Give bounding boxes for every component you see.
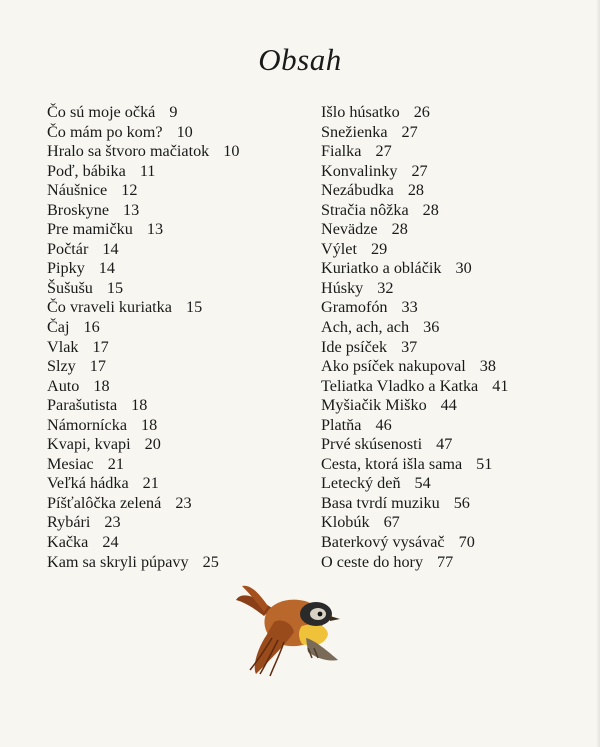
toc-entry-page: 9	[169, 103, 178, 121]
toc-entry-page: 15	[185, 298, 203, 317]
toc-entry	[47, 240, 239, 260]
toc-entry-page: 23	[175, 493, 192, 512]
toc-entry-title: Stračia nôžka	[321, 200, 409, 219]
toc-entry-title: Myšiačik Miško	[321, 396, 427, 415]
toc-entry-page: 47	[436, 435, 453, 454]
toc-entry-page: 23	[104, 513, 121, 532]
toc-left-column	[47, 103, 239, 572]
toc-entry-title: Klobúk	[321, 513, 370, 532]
toc-entry	[47, 338, 239, 358]
toc-entry-title: Kvapi, kvapi	[47, 435, 131, 454]
toc-entry	[47, 416, 239, 436]
toc-entry-page: 21	[142, 474, 159, 493]
toc-entry-title: Parašutista	[47, 396, 118, 415]
toc-entry	[47, 357, 239, 377]
toc-entry-title: Húsky	[321, 278, 364, 297]
toc-entry-page: 15	[106, 278, 124, 297]
toc-entry	[321, 279, 508, 299]
toc-entry-title: Teliatka Vladko a Katka	[321, 376, 479, 395]
toc-entry	[321, 181, 508, 201]
toc-entry-page: 20	[144, 435, 161, 454]
toc-entry-title: Náušnice	[47, 181, 108, 200]
toc-entry-page: 10	[223, 142, 240, 161]
toc-entry-page: 18	[141, 415, 158, 434]
toc-entry	[321, 318, 508, 338]
page-title: Obsah	[258, 42, 342, 77]
toc-entry	[47, 455, 239, 475]
toc-entry	[47, 396, 239, 416]
toc-entry	[321, 123, 508, 143]
toc-entry-page: 38	[479, 357, 496, 376]
toc-entry-title: Snežienka	[321, 122, 388, 141]
toc-entry-page: 28	[391, 220, 408, 239]
toc-entry	[47, 533, 239, 553]
toc-entry-title: Nevädze	[321, 220, 378, 239]
toc-entry-title: Ide psíček	[321, 337, 388, 356]
toc-entry-page: 28	[422, 200, 439, 219]
toc-entry-page: 77	[437, 552, 454, 571]
toc-entry-title: Počtár	[47, 239, 89, 258]
toc-entry-title: Rybári	[47, 513, 91, 532]
toc-entry-title: Nezábudka	[321, 181, 394, 200]
toc-entry-page: 13	[123, 200, 140, 219]
toc-entry-title: Cesta, ktorá išla sama	[321, 454, 463, 473]
toc-entry	[47, 298, 239, 318]
toc-entry	[321, 455, 508, 475]
toc-entry-title: Kačka	[47, 533, 89, 552]
toc-entry-page: 28	[407, 181, 424, 200]
toc-entry-page: 11	[139, 161, 156, 180]
toc-entry-page: 46	[375, 415, 392, 434]
toc-entry-title: Veľká hádka	[47, 474, 129, 493]
toc-entry-page: 14	[102, 239, 119, 258]
toc-entry-title: Čo sú moje očká	[47, 103, 156, 121]
toc-entry-page: 26	[413, 103, 430, 121]
toc-entry-title: Kam sa skryli púpavy	[47, 552, 189, 571]
toc-entry-page: 27	[401, 122, 418, 141]
toc-entry-title: Čaj	[47, 318, 70, 337]
toc-entry-page: 12	[121, 181, 138, 200]
toc-entry-page: 10	[176, 122, 193, 141]
toc-entry	[47, 474, 239, 494]
toc-entry	[321, 338, 508, 358]
toc-entry-title: Baterkový vysávač	[321, 533, 445, 552]
toc-entry	[321, 201, 508, 221]
toc-entry	[321, 357, 508, 377]
bird-illustration-icon	[228, 578, 353, 680]
toc-entry-title: Pre mamičku	[47, 220, 133, 239]
toc-entry-title: Auto	[47, 376, 80, 395]
toc-entry	[47, 259, 239, 279]
toc-entry-page: 25	[202, 552, 219, 571]
toc-entry-title: Prvé skúsenosti	[321, 435, 423, 454]
toc-right-column	[321, 103, 508, 572]
toc-entry-title: Išlo húsatko	[321, 103, 400, 121]
toc-entry-title: Fialka	[321, 142, 362, 161]
toc-entry-title: O ceste do hory	[321, 552, 424, 571]
toc-entry-title: Námornícka	[47, 415, 128, 434]
toc-entry-title: Šušušu	[47, 278, 93, 297]
toc-entry-page: 70	[458, 533, 475, 552]
toc-entry-title: Hralo sa štvoro mačiatok	[47, 142, 210, 161]
toc-entry	[321, 240, 508, 260]
toc-entry	[47, 201, 239, 221]
toc-entry-title: Čo vraveli kuriatka	[47, 298, 172, 317]
toc-entry-page: 17	[89, 357, 106, 376]
toc-entry-page: 33	[401, 298, 418, 317]
toc-entry	[321, 513, 508, 533]
toc-entry	[47, 162, 239, 182]
toc-entry-page: 36	[423, 318, 440, 337]
toc-entry	[47, 103, 239, 123]
toc-entry-page: 30	[455, 259, 472, 278]
toc-entry	[321, 494, 508, 514]
toc-entry	[47, 279, 239, 299]
page-edge-shadow	[596, 0, 600, 747]
toc-entry-page: 27	[375, 142, 392, 161]
toc-entry	[321, 377, 508, 397]
toc-entry	[47, 220, 239, 240]
toc-entry	[321, 533, 508, 553]
toc-entry	[47, 435, 239, 455]
toc-entry	[321, 298, 508, 318]
toc-entry-title: Píšťalôčka zelená	[47, 493, 162, 512]
toc-entry-page: 41	[492, 376, 509, 395]
toc-entry-page: 13	[146, 220, 164, 239]
toc-entry-page: 51	[476, 454, 493, 473]
toc-entry-page: 27	[411, 161, 428, 180]
toc-entry-title: Platňa	[321, 415, 362, 434]
toc-entry-title: Konvalinky	[321, 161, 398, 180]
toc-entry-page: 37	[401, 337, 418, 356]
toc-entry-title: Basa tvrdí muziku	[321, 493, 440, 512]
toc-entry-page: 56	[453, 493, 470, 512]
toc-entry	[321, 220, 508, 240]
toc-entry	[47, 181, 239, 201]
toc-entry	[321, 142, 508, 162]
toc-entry-page: 21	[107, 454, 124, 473]
toc-entry-title: Poď, bábika	[47, 161, 126, 180]
toc-entry	[47, 123, 239, 143]
toc-entry-page: 16	[83, 318, 100, 337]
toc-entry-title: Slzy	[47, 357, 76, 376]
toc-entry	[321, 259, 508, 279]
toc-entry-title: Ako psíček nakupoval	[321, 357, 466, 376]
toc-entry	[321, 103, 508, 123]
toc-entry-title: Gramofón	[321, 298, 388, 317]
toc-entry-page: 24	[102, 533, 119, 552]
toc-entry-title: Vlak	[47, 337, 79, 356]
toc-entry-title: Výlet	[321, 239, 357, 258]
toc-entry	[321, 416, 508, 436]
toc-entry	[321, 553, 508, 573]
toc-entry-title: Broskyne	[47, 200, 110, 219]
toc-entry	[47, 377, 239, 397]
toc-entry-title: Čo mám po kom?	[47, 122, 163, 141]
toc-entry-page: 14	[98, 259, 115, 278]
toc-entry	[47, 142, 239, 162]
toc-entry-page: 29	[370, 239, 388, 258]
toc-entry-page: 18	[93, 376, 110, 395]
toc-entry	[321, 435, 508, 455]
toc-entry-page: 54	[414, 474, 431, 493]
toc-entry	[321, 396, 508, 416]
toc-entry-page: 44	[440, 396, 457, 415]
toc-entry-title: Letecký deň	[321, 474, 401, 493]
toc-entry-title: Kuriatko a obláčik	[321, 259, 442, 278]
toc-entry-title: Pipky	[47, 259, 85, 278]
toc-entry	[47, 494, 239, 514]
toc-entry	[321, 474, 508, 494]
toc-entry-page: 18	[131, 396, 148, 415]
toc-entry	[47, 318, 239, 338]
toc-entry-title: Ach, ach, ach	[321, 318, 410, 337]
toc-entry	[47, 513, 239, 533]
toc-entry	[321, 162, 508, 182]
toc-entry-page: 17	[92, 337, 109, 356]
toc-entry-page: 67	[383, 513, 400, 532]
toc-entry-page: 32	[377, 278, 394, 297]
toc-entry	[47, 553, 239, 573]
toc-entry-title: Mesiac	[47, 454, 94, 473]
